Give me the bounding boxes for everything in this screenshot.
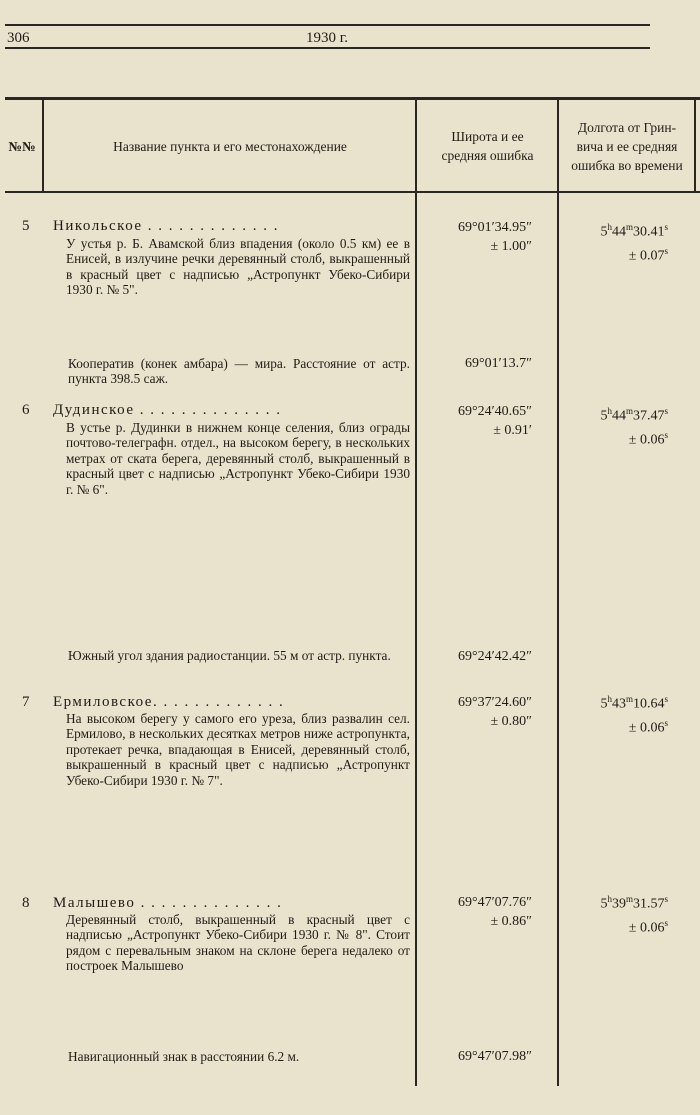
header-top-rule [5,24,650,26]
entry-number: 6 [22,402,30,418]
latitude-value: 69°01′34.95″ [458,220,532,235]
table-head-rule [5,191,700,193]
entry-longitude [560,218,668,265]
col-number-header: №№ [8,139,36,154]
latitude-error: ± 1.00″ [490,239,532,254]
column-divider-1 [42,98,44,192]
longitude-error: ± $0.06^s$ [628,429,668,448]
col-latitude-header: Широта и ее средняя ошибка [441,129,534,163]
longitude-error: ± $0.06^s$ [628,717,668,736]
mira-description: Южный угол здания радиостанции. 55 м от астр. пункта. [68,648,391,663]
entry-description: У устья р. Б. Авамской близ впадения (около 0.5 км) ее в Енисей, в излучине речки деревянный столб, выкрашенный в красный цвет с надписью „Астропункт Убеко-Сибири 1930 г. № 5". [66,236,410,298]
page-year: 1930 г. [306,30,348,46]
entry-latitude [420,402,532,440]
longitude-value: 5$^h$44$^m$37.47$^s$ [600,406,668,424]
col-longitude-header: Долгота от Грин- вича и ее средняя ошибка во времени [571,120,683,173]
mira-latitude: 69°47′07.98″ [458,1049,532,1064]
latitude-error: ± 0.91′ [493,423,532,438]
entry-number: 5 [22,218,30,234]
latitude-value: 69°47′07.76″ [458,895,532,910]
entry-name: Малышево . . . . . . . . . . . . . . [53,895,283,911]
mira-latitude: 69°24′42.42″ [458,649,532,664]
mira-description: Кооператив (конек амбара) — мира. Расстояние от астр. пункта 398.5 саж. [68,356,410,387]
entry-name: Дудинское . . . . . . . . . . . . . . [53,402,282,418]
column-divider-2 [415,98,417,1086]
page-number: 306 [7,30,30,46]
table-top-rule [5,97,700,100]
col-name-header: Название пункта и его местонахождение [113,139,347,154]
entry-number: 8 [22,895,30,911]
longitude-error: ± $0.07^s$ [628,245,668,264]
entry-longitude [560,690,668,737]
latitude-error: ± 0.80″ [490,714,532,729]
entry-description: Деревянный столб, выкрашенный в красный цвет с надписью „Астропункт Убеко-Сибири 1930 г. № 8". Стоит рядом с перевальным знаком на склоне берега недалеко от построек Малышево [66,912,410,974]
mira-description: Навигационный знак в расстоянии 6.2 м. [68,1049,300,1064]
latitude-value: 69°24′40.65″ [458,404,532,419]
longitude-value: 5$^h$43$^m$10.64$^s$ [600,694,668,712]
latitude-value: 69°37′24.60″ [458,695,532,710]
mira-latitude: 69°01′13.7″ [465,356,532,371]
entry-latitude [420,218,532,256]
column-divider-3 [557,98,559,1086]
entry-number: 7 [22,694,30,710]
entry-name: Ермиловское. . . . . . . . . . . . . [53,694,285,710]
entry-description: В устье р. Дудинки в нижнем конце селения, близ ограды почтово-телеграфн. отдел., на высоком берегу, в нескольких метрах от ската берега, деревянный столб, выкрашенный в красный цвет с надписью „Астропункт Убеко-Сибири 1930 г. № 6". [66,420,410,497]
entry-longitude [560,402,668,449]
longitude-error: ± $0.06^s$ [628,917,668,936]
header-bottom-rule [5,47,650,49]
entry-latitude [420,693,532,731]
entry-name: Никольское . . . . . . . . . . . . . [53,218,280,234]
entry-description: На высоком берегу у самого его уреза, близ развалин сел. Ермилово, в нескольких десятках метров ниже астропункта, протекает речка, впадающая в Енисей, деревянный столб, выкрашенный в красный цвет с надписью „Астропункт Убеко-Сибири 1930 г. № 7". [66,711,410,788]
longitude-value: 5$^h$39$^m$31.57$^s$ [600,894,668,912]
latitude-error: ± 0.86″ [490,914,532,929]
longitude-value: 5$^h$44$^m$30.41$^s$ [600,222,668,240]
entry-longitude [560,890,668,937]
entry-latitude [420,893,532,931]
